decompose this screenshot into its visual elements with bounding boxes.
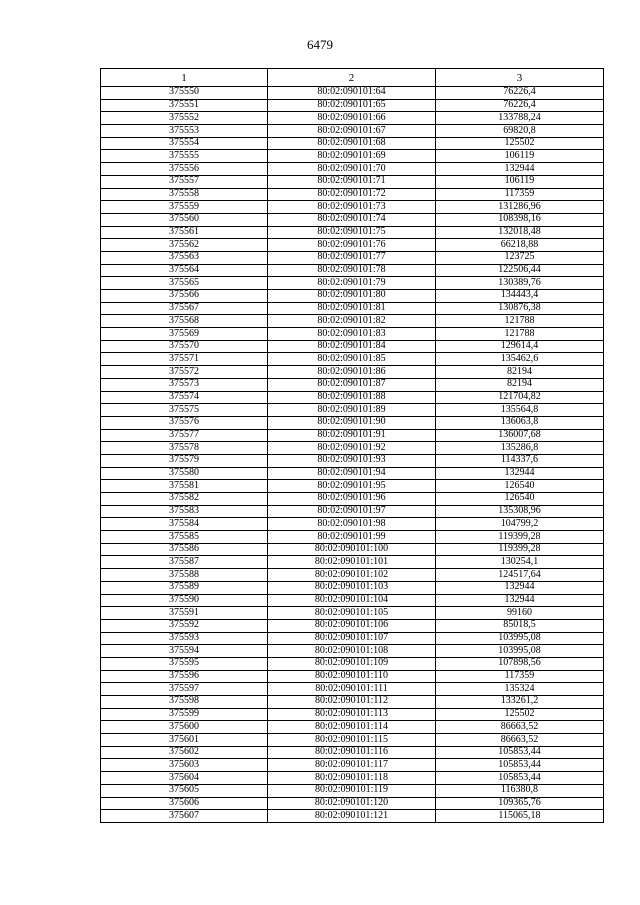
record-number-cell: 375587 (101, 556, 268, 569)
cadastral-number-cell: 80:02:090101:87 (268, 378, 436, 391)
value-cell: 76226,4 (436, 87, 604, 100)
table-row (101, 454, 604, 467)
table-row (101, 543, 604, 556)
record-number-cell: 375570 (101, 340, 268, 353)
table-row (101, 734, 604, 747)
value-cell: 125502 (436, 708, 604, 721)
record-number-cell: 375604 (101, 772, 268, 785)
record-number-cell: 375568 (101, 315, 268, 328)
cadastral-number-cell: 80:02:090101:92 (268, 442, 436, 455)
value-cell: 132018,48 (436, 226, 604, 239)
table-row (101, 784, 604, 797)
cadastral-number-cell: 80:02:090101:69 (268, 150, 436, 163)
record-number-cell: 375591 (101, 607, 268, 620)
table-row (101, 416, 604, 429)
value-cell: 119399,28 (436, 543, 604, 556)
value-cell: 132944 (436, 467, 604, 480)
table-row (101, 201, 604, 214)
cadastral-number-cell: 80:02:090101:120 (268, 797, 436, 810)
value-cell: 82194 (436, 378, 604, 391)
value-cell: 122506,44 (436, 264, 604, 277)
cadastral-number-cell: 80:02:090101:86 (268, 366, 436, 379)
record-number-cell: 375569 (101, 328, 268, 341)
table-row (101, 366, 604, 379)
cadastral-number-cell: 80:02:090101:110 (268, 670, 436, 683)
value-cell: 126540 (436, 493, 604, 506)
table-row (101, 302, 604, 315)
value-cell: 121788 (436, 328, 604, 341)
record-number-cell: 375590 (101, 594, 268, 607)
record-number-cell: 375597 (101, 683, 268, 696)
record-number-cell: 375576 (101, 416, 268, 429)
column-header-3: 3 (436, 69, 604, 87)
table-row (101, 290, 604, 303)
table-row (101, 87, 604, 100)
value-cell: 104799,2 (436, 518, 604, 531)
column-header-2: 2 (268, 69, 436, 87)
value-cell: 69820,8 (436, 125, 604, 138)
table-row (101, 391, 604, 404)
value-cell: 136007,68 (436, 429, 604, 442)
value-cell: 114337,6 (436, 454, 604, 467)
value-cell: 119399,28 (436, 531, 604, 544)
table-row (101, 264, 604, 277)
record-number-cell: 375565 (101, 277, 268, 290)
record-number-cell: 375586 (101, 543, 268, 556)
table-row (101, 607, 604, 620)
cadastral-number-cell: 80:02:090101:112 (268, 696, 436, 709)
cadastral-number-cell: 80:02:090101:102 (268, 569, 436, 582)
record-number-cell: 375554 (101, 137, 268, 150)
table-row (101, 251, 604, 264)
table-row (101, 163, 604, 176)
record-number-cell: 375571 (101, 353, 268, 366)
value-cell: 135286,8 (436, 442, 604, 455)
cadastral-number-cell: 80:02:090101:73 (268, 201, 436, 214)
record-number-cell: 375553 (101, 125, 268, 138)
table-row (101, 594, 604, 607)
table-row (101, 99, 604, 112)
cadastral-number-cell: 80:02:090101:75 (268, 226, 436, 239)
value-cell: 130876,38 (436, 302, 604, 315)
cadastral-number-cell: 80:02:090101:77 (268, 251, 436, 264)
value-cell: 133788,24 (436, 112, 604, 125)
table-row (101, 429, 604, 442)
value-cell: 124517,64 (436, 569, 604, 582)
record-number-cell: 375606 (101, 797, 268, 810)
value-cell: 109365,76 (436, 797, 604, 810)
value-cell: 130254,1 (436, 556, 604, 569)
record-number-cell: 375555 (101, 150, 268, 163)
record-number-cell: 375584 (101, 518, 268, 531)
cadastral-number-cell: 80:02:090101:98 (268, 518, 436, 531)
value-cell: 132944 (436, 163, 604, 176)
value-cell: 105853,44 (436, 772, 604, 785)
value-cell: 129614,4 (436, 340, 604, 353)
cadastral-number-cell: 80:02:090101:106 (268, 619, 436, 632)
record-number-cell: 375600 (101, 721, 268, 734)
table-row (101, 708, 604, 721)
table-row (101, 810, 604, 823)
cadastral-number-cell: 80:02:090101:111 (268, 683, 436, 696)
cadastral-number-cell: 80:02:090101:103 (268, 581, 436, 594)
record-number-cell: 375596 (101, 670, 268, 683)
record-number-cell: 375595 (101, 657, 268, 670)
registry-table (100, 68, 604, 823)
table-row (101, 480, 604, 493)
table-row (101, 442, 604, 455)
value-cell: 136063,8 (436, 416, 604, 429)
cadastral-number-cell: 80:02:090101:96 (268, 493, 436, 506)
table-row (101, 340, 604, 353)
value-cell: 135462,6 (436, 353, 604, 366)
value-cell: 121788 (436, 315, 604, 328)
table-row (101, 137, 604, 150)
record-number-cell: 375601 (101, 734, 268, 747)
record-number-cell: 375572 (101, 366, 268, 379)
value-cell: 130389,76 (436, 277, 604, 290)
record-number-cell: 375593 (101, 632, 268, 645)
table-row (101, 619, 604, 632)
record-number-cell: 375573 (101, 378, 268, 391)
record-number-cell: 375562 (101, 239, 268, 252)
value-cell: 86663,52 (436, 734, 604, 747)
cadastral-number-cell: 80:02:090101:99 (268, 531, 436, 544)
value-cell: 106119 (436, 150, 604, 163)
value-cell: 76226,4 (436, 99, 604, 112)
table-row (101, 150, 604, 163)
record-number-cell: 375607 (101, 810, 268, 823)
record-number-cell: 375603 (101, 759, 268, 772)
cadastral-number-cell: 80:02:090101:105 (268, 607, 436, 620)
cadastral-number-cell: 80:02:090101:104 (268, 594, 436, 607)
record-number-cell: 375574 (101, 391, 268, 404)
table-row (101, 696, 604, 709)
table-row (101, 683, 604, 696)
table-row (101, 315, 604, 328)
cadastral-number-cell: 80:02:090101:121 (268, 810, 436, 823)
column-header-1: 1 (101, 69, 268, 87)
value-cell: 135564,8 (436, 404, 604, 417)
value-cell: 106119 (436, 175, 604, 188)
record-number-cell: 375563 (101, 251, 268, 264)
record-number-cell: 375552 (101, 112, 268, 125)
record-number-cell: 375567 (101, 302, 268, 315)
value-cell: 85018,5 (436, 619, 604, 632)
cadastral-number-cell: 80:02:090101:108 (268, 645, 436, 658)
record-number-cell: 375582 (101, 493, 268, 506)
value-cell: 86663,52 (436, 721, 604, 734)
cadastral-number-cell: 80:02:090101:82 (268, 315, 436, 328)
table-row (101, 531, 604, 544)
cadastral-number-cell: 80:02:090101:76 (268, 239, 436, 252)
cadastral-number-cell: 80:02:090101:107 (268, 632, 436, 645)
value-cell: 132944 (436, 581, 604, 594)
table-row (101, 581, 604, 594)
record-number-cell: 375592 (101, 619, 268, 632)
record-number-cell: 375575 (101, 404, 268, 417)
cadastral-number-cell: 80:02:090101:109 (268, 657, 436, 670)
table-row (101, 188, 604, 201)
cadastral-number-cell: 80:02:090101:66 (268, 112, 436, 125)
value-cell: 103995,08 (436, 645, 604, 658)
table-row (101, 467, 604, 480)
cadastral-number-cell: 80:02:090101:67 (268, 125, 436, 138)
table-row (101, 353, 604, 366)
page-number: 6479 (307, 37, 333, 52)
table-row (101, 518, 604, 531)
table-row (101, 277, 604, 290)
table-row (101, 505, 604, 518)
record-number-cell: 375589 (101, 581, 268, 594)
table-row (101, 721, 604, 734)
table-row (101, 378, 604, 391)
value-cell: 105853,44 (436, 746, 604, 759)
record-number-cell: 375580 (101, 467, 268, 480)
cadastral-number-cell: 80:02:090101:89 (268, 404, 436, 417)
cadastral-number-cell: 80:02:090101:115 (268, 734, 436, 747)
table-row (101, 569, 604, 582)
table-row (101, 759, 604, 772)
table-row (101, 213, 604, 226)
table-row (101, 493, 604, 506)
cadastral-number-cell: 80:02:090101:95 (268, 480, 436, 493)
record-number-cell: 375585 (101, 531, 268, 544)
value-cell: 108398,16 (436, 213, 604, 226)
cadastral-number-cell: 80:02:090101:64 (268, 87, 436, 100)
cadastral-number-cell: 80:02:090101:119 (268, 784, 436, 797)
cadastral-number-cell: 80:02:090101:84 (268, 340, 436, 353)
record-number-cell: 375577 (101, 429, 268, 442)
record-number-cell: 375588 (101, 569, 268, 582)
record-number-cell: 375598 (101, 696, 268, 709)
record-number-cell: 375551 (101, 99, 268, 112)
record-number-cell: 375578 (101, 442, 268, 455)
cadastral-number-cell: 80:02:090101:114 (268, 721, 436, 734)
record-number-cell: 375602 (101, 746, 268, 759)
cadastral-number-cell: 80:02:090101:113 (268, 708, 436, 721)
cadastral-number-cell: 80:02:090101:116 (268, 746, 436, 759)
cadastral-number-cell: 80:02:090101:93 (268, 454, 436, 467)
value-cell: 117359 (436, 188, 604, 201)
record-number-cell: 375599 (101, 708, 268, 721)
table-row (101, 746, 604, 759)
cadastral-number-cell: 80:02:090101:80 (268, 290, 436, 303)
cadastral-number-cell: 80:02:090101:91 (268, 429, 436, 442)
value-cell: 103995,08 (436, 632, 604, 645)
record-number-cell: 375594 (101, 645, 268, 658)
cadastral-number-cell: 80:02:090101:71 (268, 175, 436, 188)
value-cell: 131286,96 (436, 201, 604, 214)
value-cell: 126540 (436, 480, 604, 493)
table-row (101, 657, 604, 670)
table-row (101, 645, 604, 658)
table-row (101, 328, 604, 341)
table-row (101, 112, 604, 125)
record-number-cell: 375583 (101, 505, 268, 518)
cadastral-number-cell: 80:02:090101:97 (268, 505, 436, 518)
cadastral-number-cell: 80:02:090101:72 (268, 188, 436, 201)
value-cell: 135308,96 (436, 505, 604, 518)
value-cell: 134443,4 (436, 290, 604, 303)
record-number-cell: 375566 (101, 290, 268, 303)
value-cell: 123725 (436, 251, 604, 264)
record-number-cell: 375579 (101, 454, 268, 467)
table-row (101, 226, 604, 239)
table-row (101, 670, 604, 683)
table-header-row (101, 69, 604, 87)
record-number-cell: 375564 (101, 264, 268, 277)
record-number-cell: 375550 (101, 87, 268, 100)
record-number-cell: 375558 (101, 188, 268, 201)
cadastral-number-cell: 80:02:090101:74 (268, 213, 436, 226)
record-number-cell: 375561 (101, 226, 268, 239)
cadastral-number-cell: 80:02:090101:68 (268, 137, 436, 150)
cadastral-number-cell: 80:02:090101:88 (268, 391, 436, 404)
value-cell: 132944 (436, 594, 604, 607)
record-number-cell: 375581 (101, 480, 268, 493)
value-cell: 115065,18 (436, 810, 604, 823)
cadastral-number-cell: 80:02:090101:101 (268, 556, 436, 569)
cadastral-number-cell: 80:02:090101:117 (268, 759, 436, 772)
cadastral-number-cell: 80:02:090101:100 (268, 543, 436, 556)
value-cell: 133261,2 (436, 696, 604, 709)
table-body (101, 87, 604, 823)
value-cell: 107898,56 (436, 657, 604, 670)
table-row (101, 239, 604, 252)
cadastral-number-cell: 80:02:090101:70 (268, 163, 436, 176)
value-cell: 99160 (436, 607, 604, 620)
table-row (101, 125, 604, 138)
value-cell: 66218,88 (436, 239, 604, 252)
value-cell: 116380,8 (436, 784, 604, 797)
table-row (101, 772, 604, 785)
table-row (101, 797, 604, 810)
table-row (101, 556, 604, 569)
value-cell: 125502 (436, 137, 604, 150)
value-cell: 105853,44 (436, 759, 604, 772)
cadastral-number-cell: 80:02:090101:78 (268, 264, 436, 277)
cadastral-number-cell: 80:02:090101:81 (268, 302, 436, 315)
value-cell: 82194 (436, 366, 604, 379)
value-cell: 121704,82 (436, 391, 604, 404)
cadastral-number-cell: 80:02:090101:79 (268, 277, 436, 290)
record-number-cell: 375557 (101, 175, 268, 188)
cadastral-number-cell: 80:02:090101:65 (268, 99, 436, 112)
cadastral-number-cell: 80:02:090101:85 (268, 353, 436, 366)
record-number-cell: 375560 (101, 213, 268, 226)
record-number-cell: 375556 (101, 163, 268, 176)
table-row (101, 404, 604, 417)
value-cell: 117359 (436, 670, 604, 683)
record-number-cell: 375605 (101, 784, 268, 797)
cadastral-number-cell: 80:02:090101:83 (268, 328, 436, 341)
table-row (101, 175, 604, 188)
record-number-cell: 375559 (101, 201, 268, 214)
cadastral-number-cell: 80:02:090101:90 (268, 416, 436, 429)
value-cell: 135324 (436, 683, 604, 696)
cadastral-number-cell: 80:02:090101:94 (268, 467, 436, 480)
cadastral-number-cell: 80:02:090101:118 (268, 772, 436, 785)
table-row (101, 632, 604, 645)
